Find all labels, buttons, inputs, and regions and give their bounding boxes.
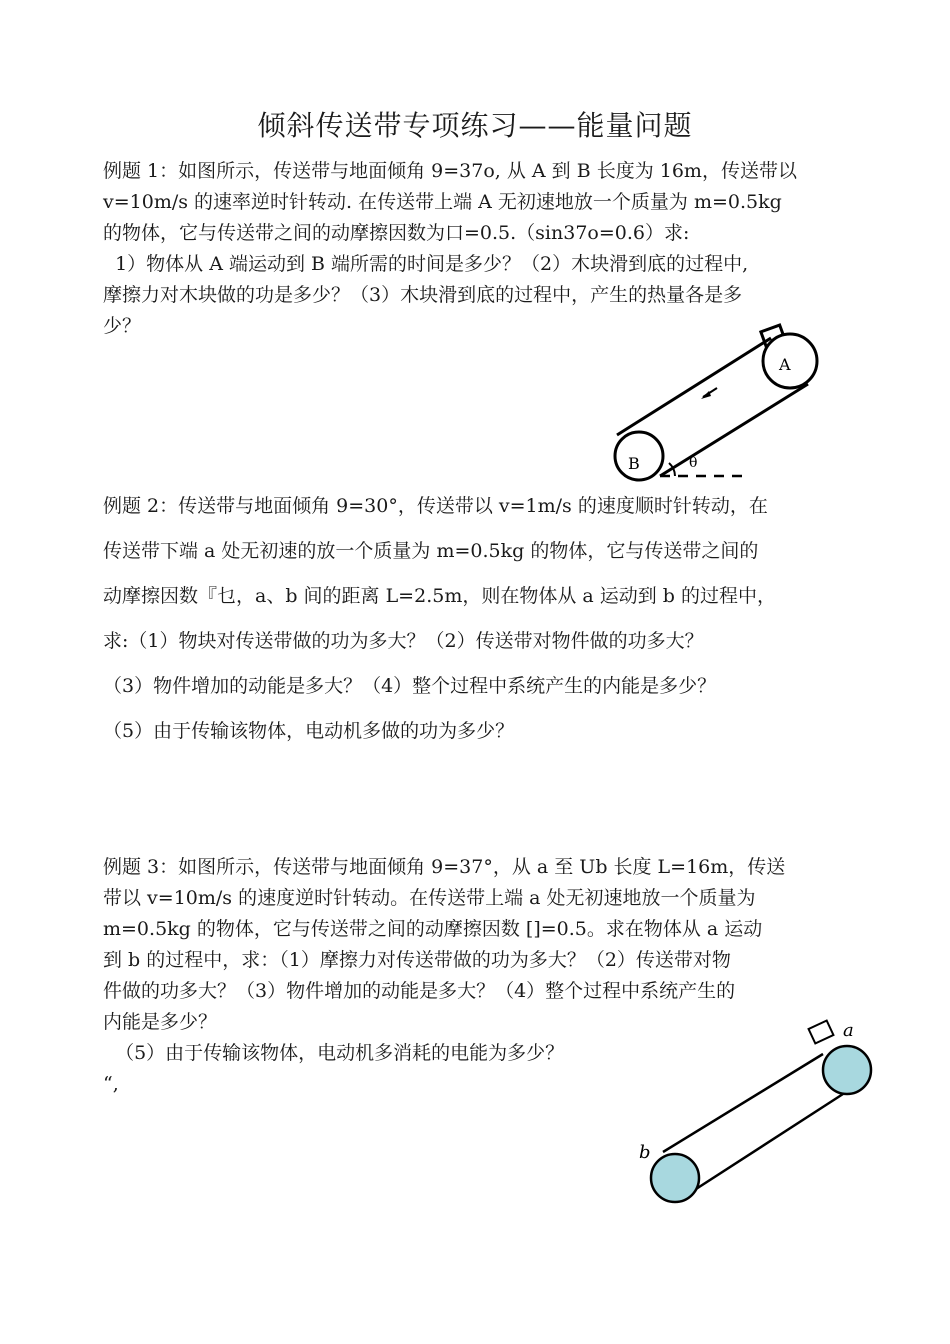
example-2-line: 求:（1）物块对传送带做的功为多大？（2）传送带对物件做的功多大？ bbox=[103, 630, 704, 652]
label-a: A bbox=[779, 355, 791, 374]
example-2-line: （3）物件增加的动能是多大？（4）整个过程中系统产生的内能是多少？ bbox=[103, 675, 717, 697]
example-2-line: （5）由于传输该物体，电动机多做的功为多少？ bbox=[103, 720, 515, 742]
example-1-text bbox=[103, 156, 848, 342]
example-1-line: 1）物体从 A 端运动到 B 端所需的时间是多少？（2）木块滑到底的过程中, bbox=[103, 253, 749, 275]
example-1-line: v=10m/s 的速率逆时针转动. 在传送带上端 A 无初速地放一个质量为 m=0.5kg bbox=[103, 191, 782, 213]
label-b: b bbox=[639, 1142, 651, 1163]
belt-bottom-line bbox=[679, 1094, 843, 1200]
roller-bottom bbox=[651, 1154, 699, 1202]
example-2-line: 动摩擦因数『乜，a、b 间的距离 L=2.5m，则在物体从 a 运动到 b 的过程中， bbox=[103, 585, 776, 607]
example-1-line: 的物体，它与传送带之间的动摩擦因数为口=0.5.（sin37o=0.6）求: bbox=[103, 222, 690, 244]
conveyor-figure-1 bbox=[605, 322, 845, 482]
example-2-text bbox=[103, 484, 848, 754]
example-3-line: 件做的功多大？（3）物件增加的动能是多大？（4）整个过程中系统产生的 bbox=[103, 980, 736, 1002]
example-3-line: m=0.5kg 的物体，它与传送带之间的动摩擦因数 []=0.5。求在物体从 a 运动 bbox=[103, 918, 763, 940]
roller-top bbox=[823, 1046, 871, 1094]
example-1-line: 例题 1：如图所示，传送带与地面倾角 9=37o, 从 A 到 B 长度为 16m，传送带以 bbox=[103, 160, 797, 182]
example-3-line: 带以 v=10m/s 的速度逆时针转动。在传送带上端 a 处无初速地放一个质量为 bbox=[103, 887, 756, 909]
angle-label: θ bbox=[689, 455, 698, 471]
example-1-line: 摩擦力对木块做的功是多少？（3）木块滑到底的过程中，产生的热量各是多 bbox=[103, 284, 743, 306]
example-3-line: 内能是多少？ bbox=[103, 1011, 218, 1033]
label-a: a bbox=[843, 1020, 854, 1041]
example-2-line: 例题 2：传送带与地面倾角 9=30°，传送带以 v=1m/s 的速度顺时针转动，在 bbox=[103, 495, 768, 517]
conveyor-figure-3 bbox=[625, 1018, 875, 1208]
belt-top-line bbox=[663, 1054, 823, 1152]
belt-bottom-line bbox=[660, 384, 808, 476]
example-3-line: 例题 3：如图所示，传送带与地面倾角 9=37°，从 a 至 Ub 长度 L=16m，传送 bbox=[103, 856, 786, 878]
example-3-line: （5）由于传输该物体，电动机多消耗的电能为多少？ bbox=[103, 1042, 565, 1064]
example-3-line: “, bbox=[103, 1073, 119, 1095]
example-2-line: 传送带下端 a 处无初速的放一个质量为 m=0.5kg 的物体，它与传送带之间的 bbox=[103, 540, 759, 562]
example-3-line: 到 b 的过程中，求：（1）摩擦力对传送带做的功为多大？（2）传送带对物 bbox=[103, 949, 731, 971]
example-1-line: 少？ bbox=[103, 315, 142, 337]
label-b: B bbox=[628, 454, 640, 473]
page-title: 倾斜传送带专项练习——能量问题 bbox=[257, 109, 693, 142]
block-icon bbox=[809, 1021, 834, 1044]
